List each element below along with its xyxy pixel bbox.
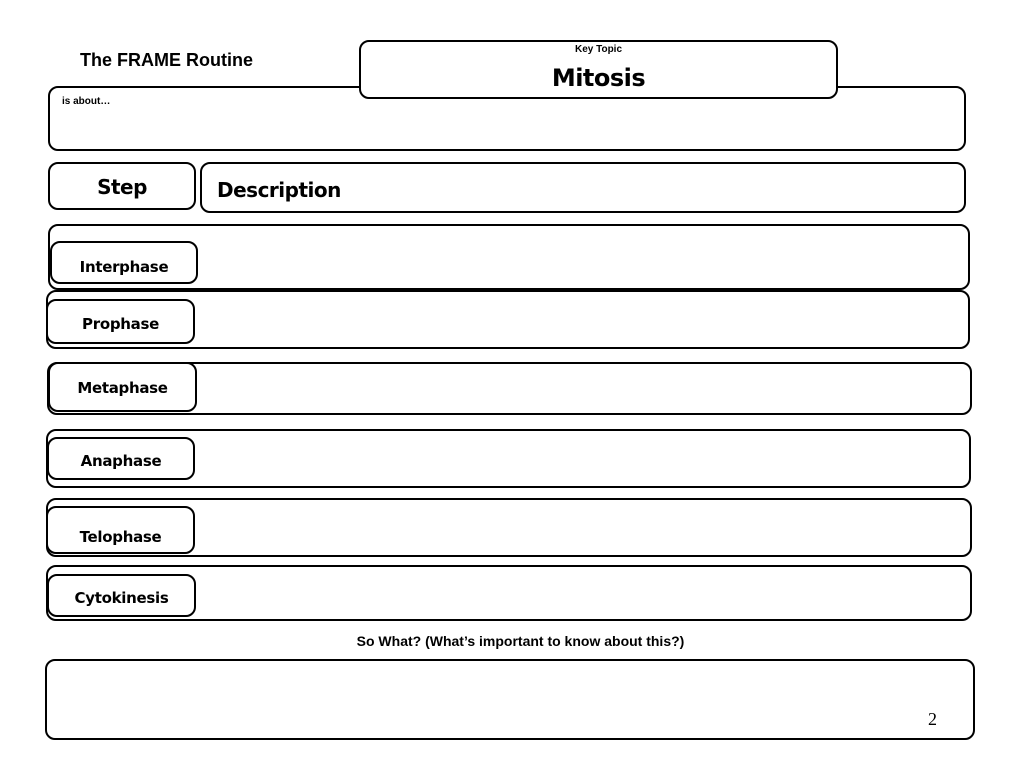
step-label-prophase: Prophase	[82, 315, 159, 333]
description-column-header	[200, 162, 966, 213]
is-about-label: is about…	[62, 96, 111, 107]
so-what-box[interactable]	[45, 659, 975, 740]
step-cell-anaphase	[47, 437, 195, 480]
key-topic-value: Mitosis	[551, 64, 646, 92]
step-label-anaphase: Anaphase	[80, 452, 162, 470]
step-label-metaphase: Metaphase	[77, 379, 168, 397]
step-label-interphase: Interphase	[79, 258, 169, 276]
step-cell-interphase	[50, 241, 198, 284]
step-cell-prophase	[46, 299, 195, 344]
step-label-telophase: Telophase	[79, 528, 162, 546]
step-cell-metaphase	[48, 362, 197, 412]
step-label-cytokinesis: Cytokinesis	[74, 589, 169, 607]
step-header-label: Step	[97, 175, 147, 199]
step-cell-telophase	[46, 506, 195, 554]
step-cell-cytokinesis	[47, 574, 196, 617]
so-what-label: So What? (What’s important to know about this?)	[356, 633, 685, 649]
key-topic-label: Key Topic	[574, 44, 623, 55]
step-column-header	[48, 162, 196, 210]
page-number: 2	[928, 709, 937, 729]
frame-routine-title: The FRAME Routine	[80, 50, 253, 70]
key-topic-box[interactable]	[359, 40, 838, 99]
description-header-label: Description	[217, 178, 341, 202]
